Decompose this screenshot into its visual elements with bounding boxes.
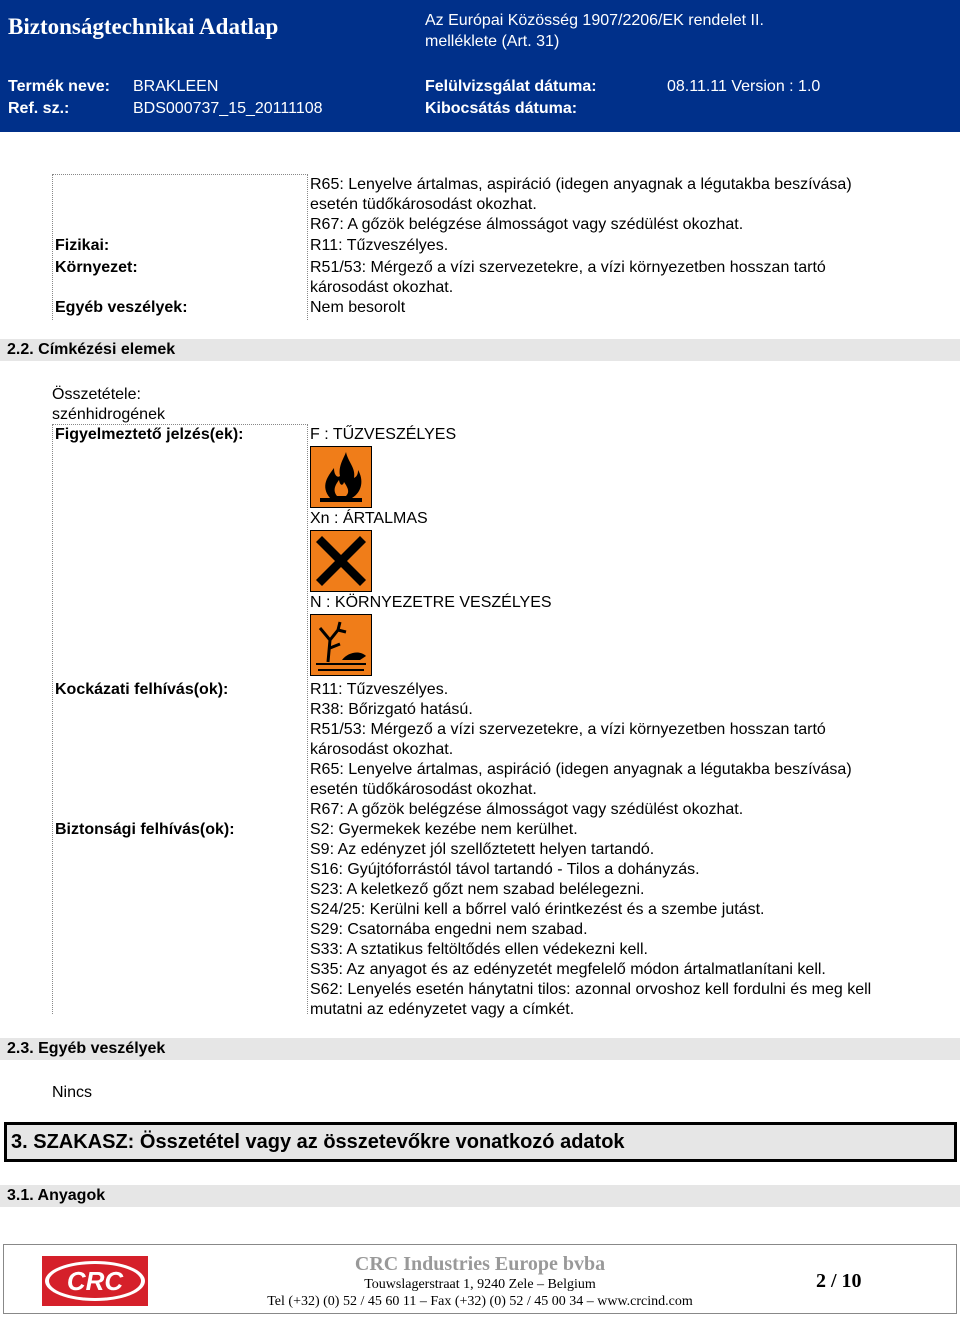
- composition-label: Összetétele:: [52, 386, 141, 403]
- physical-value: R11: Tűzveszélyes.: [310, 237, 449, 254]
- company-contact: Tel (+32) (0) 52 / 45 60 11 – Fax (+32) (0) 52 / 45 00 34 – www.crcind.com: [267, 1294, 693, 1309]
- risk-line: R38: Bőrizgató hatású.: [310, 701, 473, 718]
- symbol-label-n: N : KÖRNYEZETRE VESZÉLYES: [310, 594, 552, 611]
- safety-line: S62: Lenyelés esetén hánytatni tilos: azonnal orvoshoz kell fordulni és meg kell: [310, 981, 872, 998]
- environment-line: károsodást okozhat.: [310, 279, 454, 296]
- safety-line: S16: Gyújtóforrástól távol tartandó - Tilos a dohányzás.: [310, 861, 700, 878]
- safety-line: S23: A keletkező gőzt nem szabad belélegezni.: [310, 881, 645, 898]
- safety-line: S9: Az edényzet jól szellőztetett helyen tartandó.: [310, 841, 655, 858]
- regulation-line-2: melléklete (Art. 31): [425, 33, 560, 50]
- flame-icon: [310, 446, 372, 508]
- product-label: Termék neve:: [8, 78, 110, 95]
- document-title: Biztonságtechnikai Adatlap: [8, 14, 279, 39]
- risk-line: esetén tüdőkárosodást okozhat.: [310, 781, 537, 798]
- environment-line: R51/53: Mérgező a vízi szervezetekre, a vízi környezetben hosszan tartó: [310, 259, 826, 276]
- divider-horizontal: [52, 174, 308, 175]
- symbol-label-xn: Xn : ÁRTALMAS: [310, 510, 428, 527]
- dead-tree-fish-icon: [310, 614, 372, 676]
- other-hazards-value: Nem besorolt: [310, 299, 406, 316]
- warning-symbols-label: Figyelmeztető jelzés(ek):: [55, 426, 244, 443]
- safety-line: S24/25: Kerülni kell a bőrrel való érintkezést és a szembe jutást.: [310, 901, 765, 918]
- risk-line: R51/53: Mérgező a vízi szervezetekre, a vízi környezetben hosszan tartó: [310, 721, 826, 738]
- section-3-1-heading: 3.1. Anyagok: [0, 1185, 960, 1207]
- divider-vertical: [52, 424, 53, 1014]
- safety-line: S2: Gyermekek kezébe nem kerülhet.: [310, 821, 578, 838]
- safety-line: S35: Az anyagot és az edényzetét megfelelő módon ártalmatlanítani kell.: [310, 961, 826, 978]
- regulation-line-1: Az Európai Közösség 1907/2206/EK rendelet II.: [425, 12, 764, 29]
- section-3-heading: 3. SZAKASZ: Összetétel vagy az összetevőkre vonatkozó adatok: [4, 1122, 957, 1162]
- svg-text:CRC: CRC: [66, 1266, 124, 1296]
- hazard-line: R67: A gőzök belégzése álmosságot vagy szédülést okozhat.: [310, 216, 744, 233]
- physical-label: Fizikai:: [55, 237, 110, 254]
- hazard-line: esetén tüdőkárosodást okozhat.: [310, 196, 537, 213]
- section-2-3-heading: 2.3. Egyéb veszélyek: [0, 1038, 960, 1060]
- environment-label: Környezet:: [55, 259, 138, 276]
- revision-value: 08.11.11 Version : 1.0: [667, 78, 821, 95]
- product-value: BRAKLEEN: [133, 78, 219, 95]
- safety-phrases: [310, 820, 871, 1020]
- hazard-text-r65-r67: [310, 175, 852, 235]
- composition-value: szénhidrogének: [52, 406, 165, 423]
- risk-line: R11: Tűzveszélyes.: [310, 681, 449, 698]
- safety-phrases-label: Biztonsági felhívás(ok):: [55, 821, 235, 838]
- page-number: 2 / 10: [816, 1270, 862, 1292]
- regulation-text: [425, 10, 845, 52]
- safety-line: S29: Csatornába engedni nem szabad.: [310, 921, 588, 938]
- risk-line: károsodást okozhat.: [310, 741, 454, 758]
- hazard-line: R65: Lenyelve ártalmas, aspiráció (idegen anyagnak a légutakba beszívása): [310, 176, 852, 193]
- divider-vertical: [307, 174, 308, 320]
- safety-line: mutatni az edényzetet vagy a címkét.: [310, 1001, 575, 1018]
- section-2-2-heading: 2.2. Címkézési elemek: [0, 339, 960, 361]
- company-name: CRC Industries Europe bvba: [354, 1253, 606, 1275]
- risk-line: R67: A gőzök belégzése álmosságot vagy szédülést okozhat.: [310, 801, 744, 818]
- ref-value: BDS000737_15_20111108: [133, 100, 323, 117]
- ref-label: Ref. sz.:: [8, 100, 70, 117]
- divider-vertical: [307, 424, 308, 1014]
- other-hazards-label: Egyéb veszélyek:: [55, 299, 188, 316]
- environment-value: [310, 258, 826, 298]
- document-header: [0, 0, 960, 132]
- revision-label: Felülvizsgálat dátuma:: [425, 78, 597, 95]
- divider-vertical: [52, 174, 53, 320]
- safety-line: S33: A sztatikus feltöltődés ellen védekezni kell.: [310, 941, 648, 958]
- company-address: Touwslagerstraat 1, 9240 Zele – Belgium: [364, 1277, 596, 1292]
- symbol-label-f: F : TŰZVESZÉLYES: [310, 426, 457, 443]
- release-label: Kibocsátás dátuma:: [425, 100, 578, 117]
- saint-andrew-cross-icon: [310, 530, 372, 592]
- risk-phrases-label: Kockázati felhívás(ok):: [55, 681, 229, 698]
- risk-line: R65: Lenyelve ártalmas, aspiráció (idegen anyagnak a légutakba beszívása): [310, 761, 852, 778]
- other-hazards-none: Nincs: [52, 1084, 93, 1101]
- risk-phrases: [310, 680, 852, 820]
